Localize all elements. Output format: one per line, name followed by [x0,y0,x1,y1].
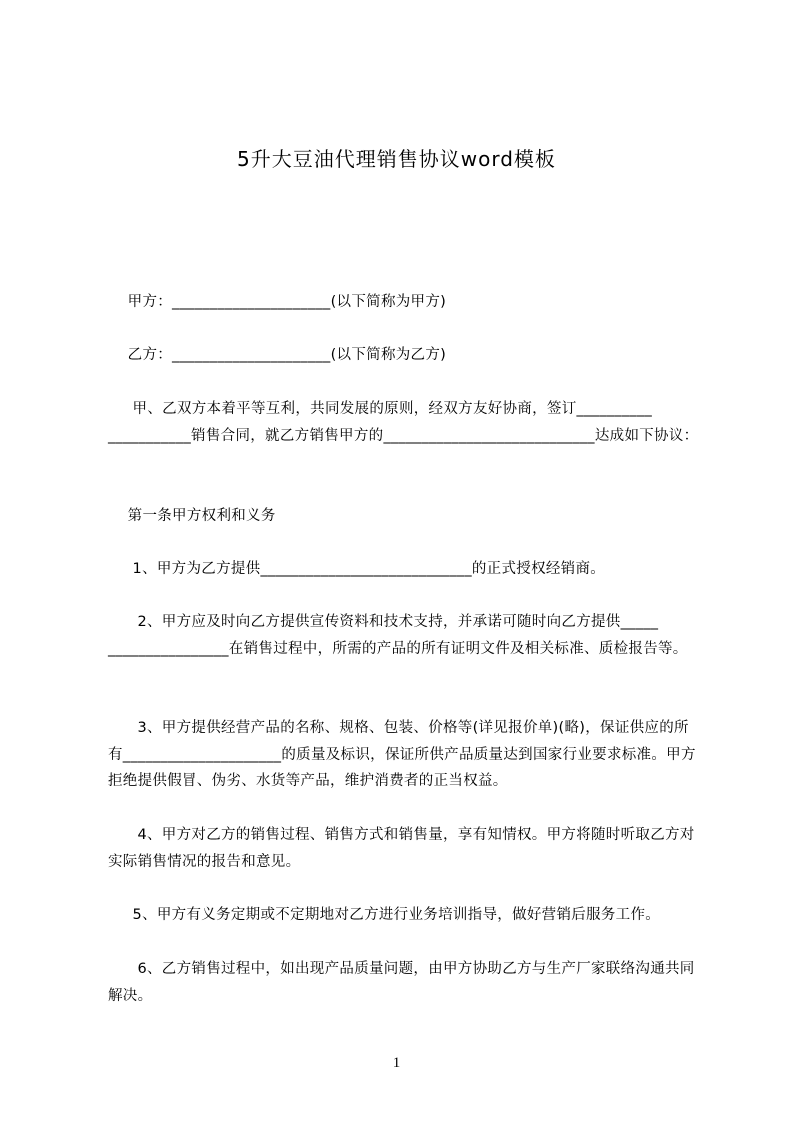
party-a-line: 甲方：_____________________(以下简称为甲方) [108,294,447,310]
clause-2: 2、甲方应及时向乙方提供宣传资料和技术支持，并承诺可随时向乙方提供_____ ________________在销售过程中，所需的产品的所有证明文件及相关标准、质检报告等。 [108,614,688,657]
clause-3: 3、甲方提供经营产品的名称、规格、包装、价格等(详见报价单)(略)，保证供应的所有_____________________的质量及标识，保证所供产品质量达到国家行业要求标准。甲方拒绝提供假冒、伪劣、水货等产品，维护消费者的正当权益。 [108,720,696,789]
preamble-paragraph: 甲、乙双方本着平等互利，共同发展的原则，经双方友好协商，签订__________ ___________销售合同，就乙方销售甲方的____________________________达成如下协议： [108,401,699,444]
document-title: 5升大豆油代理销售协议word模板 [237,147,556,171]
clause-1: 1、甲方为乙方提供____________________________的正式授权经销商。 [108,561,606,577]
clause-5: 5、甲方有义务定期或不定期地对乙方进行业务培训指导，做好营销后服务工作。 [108,907,661,923]
page-number: 1 [392,1055,401,1071]
party-b-line: 乙方：_____________________(以下简称为乙方) [108,347,447,363]
clause-6: 6、乙方销售过程中，如出现产品质量问题，由甲方协助乙方与生产厂家联络沟通共同解决。 [108,961,695,1004]
clause-4: 4、甲方对乙方的销售过程、销售方式和销售量，享有知情权。甲方将随时听取乙方对实际销售情况的报告和意见。 [108,827,695,870]
article-1-heading: 第一条甲方权利和义务 [108,508,276,524]
